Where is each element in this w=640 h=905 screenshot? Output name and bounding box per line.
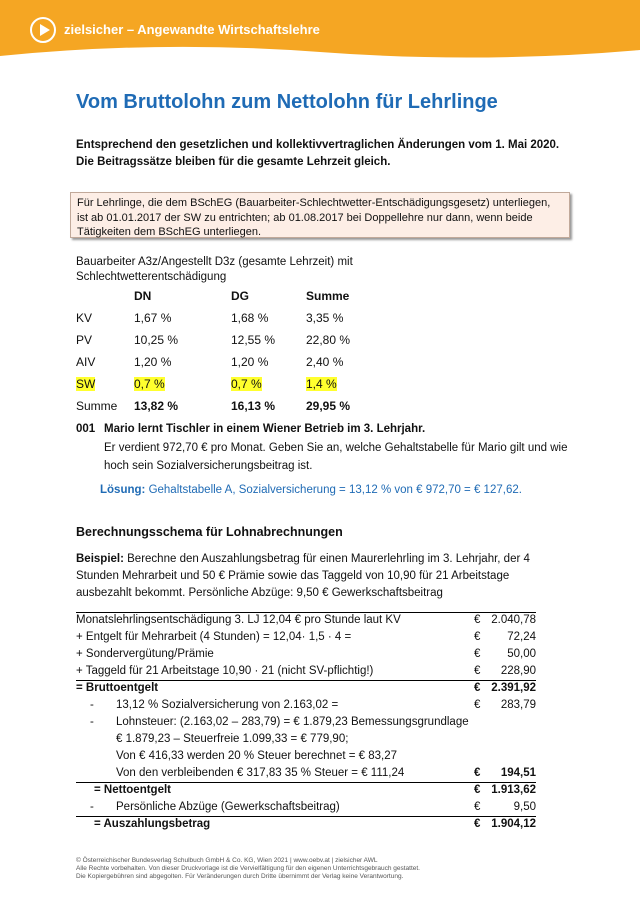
- calc-currency: €: [474, 665, 481, 677]
- cell-dg: 1,68 %: [231, 311, 269, 325]
- solution-label: Lösung:: [100, 484, 146, 496]
- calc-amount: 72,24: [507, 631, 536, 643]
- example-label: Beispiel:: [76, 553, 124, 565]
- calc-text: Lohnsteuer: (2.163,02 – 283,79) = € 1.879,23 Bemessungsgrundlage: [116, 716, 469, 728]
- cell-dn: 10,25 %: [134, 333, 179, 347]
- calc-amount: 1.904,12: [491, 818, 536, 830]
- cell-dg: 12,55 %: [231, 333, 276, 347]
- exercise-solution: [100, 484, 522, 496]
- calc-amount: 2.391,92: [491, 682, 536, 694]
- header-dg: DG: [231, 289, 249, 303]
- rates-row-aiv: [76, 351, 376, 373]
- rates-table-header: [76, 285, 376, 307]
- row-label: Summe: [76, 399, 118, 413]
- calc-line-payout: [76, 816, 536, 833]
- calc-amount: 2.040,78: [491, 614, 536, 626]
- brand-name: zielsicher – Angewandte Wirtschaftslehre: [64, 22, 320, 37]
- rates-row-sw: [76, 373, 376, 395]
- exercise-number: 001: [76, 423, 96, 435]
- exercise-heading: Mario lernt Tischler in einem Wiener Betrieb im 3. Lehrjahr.: [104, 423, 426, 435]
- example-text: Berechne den Auszahlungsbetrag für einen Maurerlehrling im 3. Lehrjahr, der 4 Stunden Mehrarbeit und 50 € Prämie sowie das Taggeld von 10,90 für 21 Arbeitstage ausbezahlt bekommt. Persönliche Abzüge: 9,50 € Gewerkschaftsbeitrag: [76, 553, 530, 599]
- rates-table-title: Bauarbeiter A3z/Angestellt D3z (gesamte Lehrzeit) mit Schlechtwetterentschädigung: [76, 256, 353, 283]
- calc-text: + Taggeld für 21 Arbeitstage 10,90 · 21 (nicht SV-pflichtig!): [76, 665, 374, 677]
- calc-amount: 9,50: [513, 801, 536, 813]
- calc-line-net: [76, 782, 536, 799]
- calculation-schema: [76, 612, 536, 833]
- calc-line: [76, 765, 536, 782]
- calc-currency: €: [474, 614, 481, 626]
- calc-text: = Auszahlungsbetrag: [94, 818, 211, 830]
- calc-line: [76, 646, 536, 663]
- row-label: KV: [76, 311, 93, 325]
- calc-line: [76, 731, 536, 748]
- play-logo-icon: [30, 17, 56, 43]
- calc-currency: €: [474, 784, 481, 796]
- calc-currency: €: [474, 699, 481, 711]
- dash-marker: -: [90, 699, 94, 711]
- cell-dn: 1,67 %: [134, 311, 172, 325]
- calc-line-gross: [76, 680, 536, 697]
- dash-marker: -: [90, 716, 94, 728]
- cell-dg: 1,20 %: [231, 355, 269, 369]
- calc-line: [76, 748, 536, 765]
- calc-amount: 50,00: [507, 648, 536, 660]
- rates-row-pv: [76, 329, 376, 351]
- page-header: [0, 0, 640, 62]
- calc-text: + Sondervergütung/Prämie: [76, 648, 214, 660]
- schema-heading: Berechnungsschema für Lohnabrechnungen: [76, 525, 343, 539]
- page-title: Vom Bruttolohn zum Nettolohn für Lehrlinge: [76, 91, 498, 113]
- header-sum: Summe: [306, 289, 350, 303]
- calc-text: Von den verbleibenden € 317,83 35 % Steuer = € 111,24: [116, 767, 405, 779]
- exercise-text: Er verdient 972,70 € pro Monat. Geben Sie an, welche Gehaltstabelle für Mario gilt und wie hoch sein Sozialversicherungsbeitrag ist.: [104, 442, 568, 472]
- calc-text: Persönliche Abzüge (Gewerkschaftsbeitrag): [116, 801, 340, 813]
- calc-currency: €: [474, 818, 481, 830]
- footer-line: Die Kopiergebühren sind abgegolten. Für Veränderungen durch Dritte übernimmt der Verlag keine Verantwortung.: [76, 873, 404, 880]
- row-label: PV: [76, 333, 93, 347]
- calc-text: Von € 416,33 werden 20 % Steuer berechnet = € 83,27: [116, 750, 398, 762]
- rates-row-kv: [76, 307, 376, 329]
- calc-text: = Nettoentgelt: [94, 784, 171, 796]
- calc-currency: €: [474, 631, 481, 643]
- calc-amount: 194,51: [500, 767, 536, 779]
- footer-line: Alle Rechte vorbehalten. Von dieser Druckvorlage ist die Vervielfältigung für den eigenen Unterrichtsgebrauch gestattet.: [76, 865, 420, 872]
- divider-payout: [76, 816, 536, 817]
- cell-dn: 0,7 %: [134, 377, 165, 391]
- calc-amount: 283,79: [500, 699, 536, 711]
- cell-dn: 1,20 %: [134, 355, 172, 369]
- cell-dg: 0,7 %: [231, 377, 262, 391]
- calc-line: [76, 714, 536, 731]
- calc-line: [76, 663, 536, 680]
- calc-line: [76, 612, 536, 629]
- cell-sum: 2,40 %: [306, 355, 344, 369]
- solution-text: Gehaltstabelle A, Sozialversicherung = 13,12 % von € 972,70 = € 127,62.: [148, 484, 522, 496]
- header-wave: [0, 40, 640, 62]
- calc-text: Monatslehrlingsentschädigung 3. LJ 12,04 € pro Stunde laut KV: [76, 614, 401, 626]
- header-dn: DN: [134, 289, 152, 303]
- divider-top: [76, 612, 536, 613]
- dash-marker: -: [90, 801, 94, 813]
- rates-table: [76, 285, 376, 417]
- calc-text: 13,12 % Sozialversicherung von 2.163,02 =: [116, 699, 339, 711]
- cell-sum: 3,35 %: [306, 311, 344, 325]
- divider-gross: [76, 680, 536, 681]
- rates-row-total: [76, 395, 376, 417]
- calc-text: € 1.879,23 – Steuerfreie 1.099,33 = € 779,90;: [116, 733, 349, 745]
- cell-dn: 13,82 %: [134, 399, 179, 413]
- cell-sum: 1,4 %: [306, 377, 337, 391]
- divider-net: [76, 782, 536, 783]
- row-label: AIV: [76, 355, 96, 369]
- calc-currency: €: [474, 767, 481, 779]
- intro-text: Entsprechend den gesetzlichen und kollektivvertraglichen Änderungen vom 1. Mai 2020. Die Beitragssätze bleiben für die gesamte Lehrzeit gleich.: [76, 139, 560, 168]
- footer-line: © Österreichischer Bundesverlag Schulbuch GmbH & Co. KG, Wien 2021 | www.oebv.at | zielsicher AWL: [76, 857, 378, 864]
- cell-sum: 22,80 %: [306, 333, 351, 347]
- calc-line: [76, 799, 536, 816]
- info-note-box: Für Lehrlinge, die dem BSchEG (Bauarbeiter-Schlechtwetter-Entschädigungsgesetz) unterliegen, ist ab 01.01.2017 der SW zu entrichten; ab 01.08.2017 bei Doppellehre nur dann, wenn beide Tätigkeiten dem BSchEG unterliegen.: [70, 192, 570, 238]
- calc-currency: €: [474, 801, 481, 813]
- row-label: SW: [76, 377, 96, 391]
- calc-text: + Entgelt für Mehrarbeit (4 Stunden) = 12,04· 1,5 · 4 =: [76, 631, 352, 643]
- example-paragraph: [76, 551, 566, 602]
- cell-sum: 29,95 %: [306, 399, 351, 413]
- page-footer: [76, 857, 556, 881]
- cell-dg: 16,13 %: [231, 399, 276, 413]
- calc-line: [76, 629, 536, 646]
- calc-currency: €: [474, 648, 481, 660]
- calc-text: = Bruttoentgelt: [76, 682, 159, 694]
- calc-line: [76, 697, 536, 714]
- calc-amount: 1.913,62: [491, 784, 536, 796]
- calc-currency: €: [474, 682, 481, 694]
- calc-amount: 228,90: [500, 665, 536, 677]
